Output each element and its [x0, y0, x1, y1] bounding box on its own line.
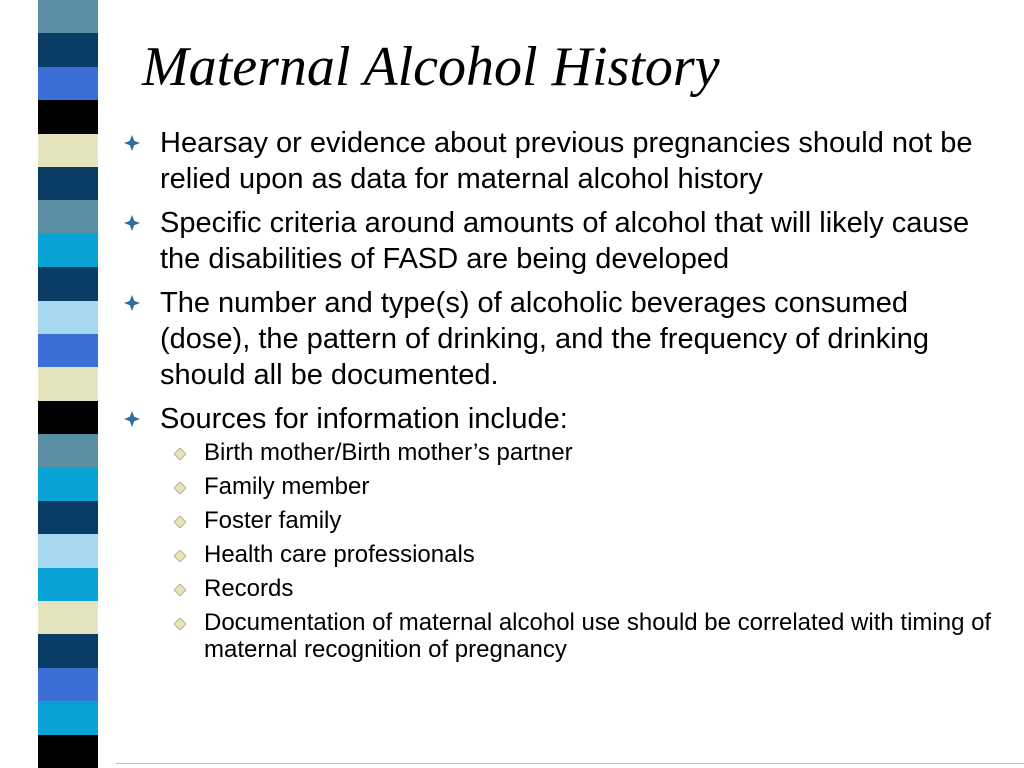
sub-bullet-item [168, 473, 1004, 501]
bullet-item [124, 401, 1004, 663]
sub-bullet-text: Family member [204, 473, 370, 500]
diamond-sub-bullet-icon [174, 448, 186, 460]
stripe-segment [38, 601, 98, 634]
diamond-bullet-icon [124, 411, 140, 427]
stripe-segment [38, 134, 98, 167]
sub-bullet-item [168, 439, 1004, 467]
stripe-segment [38, 334, 98, 367]
sub-bullet-list [168, 439, 1004, 663]
stripe-segment [38, 401, 98, 434]
sub-bullet-item [168, 507, 1004, 535]
sub-bullet-item [168, 541, 1004, 569]
bullet-text: Sources for information include: [160, 403, 568, 435]
stripe-segment [38, 501, 98, 534]
sub-bullet-item [168, 575, 1004, 603]
sub-bullet-text: Health care professionals [204, 541, 475, 568]
stripe-segment [38, 367, 98, 400]
sub-bullet-text: Birth mother/Birth mother’s partner [204, 439, 573, 466]
decorative-stripe-bar [38, 0, 98, 768]
diamond-sub-bullet-icon [174, 482, 186, 494]
sub-bullet-text: Records [204, 575, 294, 602]
sub-bullet-text: Documentation of maternal alcohol use should be correlated with timing of maternal recognition of pregnancy [204, 609, 992, 663]
stripe-segment [38, 634, 98, 667]
diamond-bullet-icon [124, 135, 140, 151]
stripe-segment [38, 33, 98, 66]
footer-divider [116, 763, 1024, 764]
stripe-segment [38, 301, 98, 334]
stripe-segment [38, 735, 98, 768]
stripe-segment [38, 701, 98, 734]
bullet-item [124, 125, 1004, 197]
bullet-list [124, 125, 1004, 671]
diamond-sub-bullet-icon [174, 516, 186, 528]
bullet-text: The number and type(s) of alcoholic beverages consumed (dose), the pattern of drinking, and the frequency of drinking should all be documented. [160, 287, 929, 391]
stripe-segment [38, 668, 98, 701]
diamond-sub-bullet-icon [174, 550, 186, 562]
diamond-bullet-icon [124, 215, 140, 231]
stripe-segment [38, 167, 98, 200]
stripe-segment [38, 0, 98, 33]
bullet-item [124, 205, 1004, 277]
diamond-sub-bullet-icon [174, 584, 186, 596]
diamond-bullet-icon [124, 295, 140, 311]
sub-bullet-text: Foster family [204, 507, 342, 534]
slide-title: Maternal Alcohol History [142, 36, 720, 98]
stripe-segment [38, 234, 98, 267]
diamond-sub-bullet-icon [174, 618, 186, 630]
stripe-segment [38, 467, 98, 500]
stripe-segment [38, 200, 98, 233]
stripe-segment [38, 100, 98, 133]
bullet-text: Hearsay or evidence about previous pregnancies should not be relied upon as data for maternal alcohol history [160, 127, 973, 195]
stripe-segment [38, 267, 98, 300]
bullet-text: Specific criteria around amounts of alcohol that will likely cause the disabilities of FASD are being developed [160, 207, 970, 275]
stripe-segment [38, 67, 98, 100]
sub-bullet-item [168, 609, 1004, 663]
bullet-item [124, 285, 1004, 393]
stripe-segment [38, 568, 98, 601]
stripe-segment [38, 434, 98, 467]
stripe-segment [38, 534, 98, 567]
